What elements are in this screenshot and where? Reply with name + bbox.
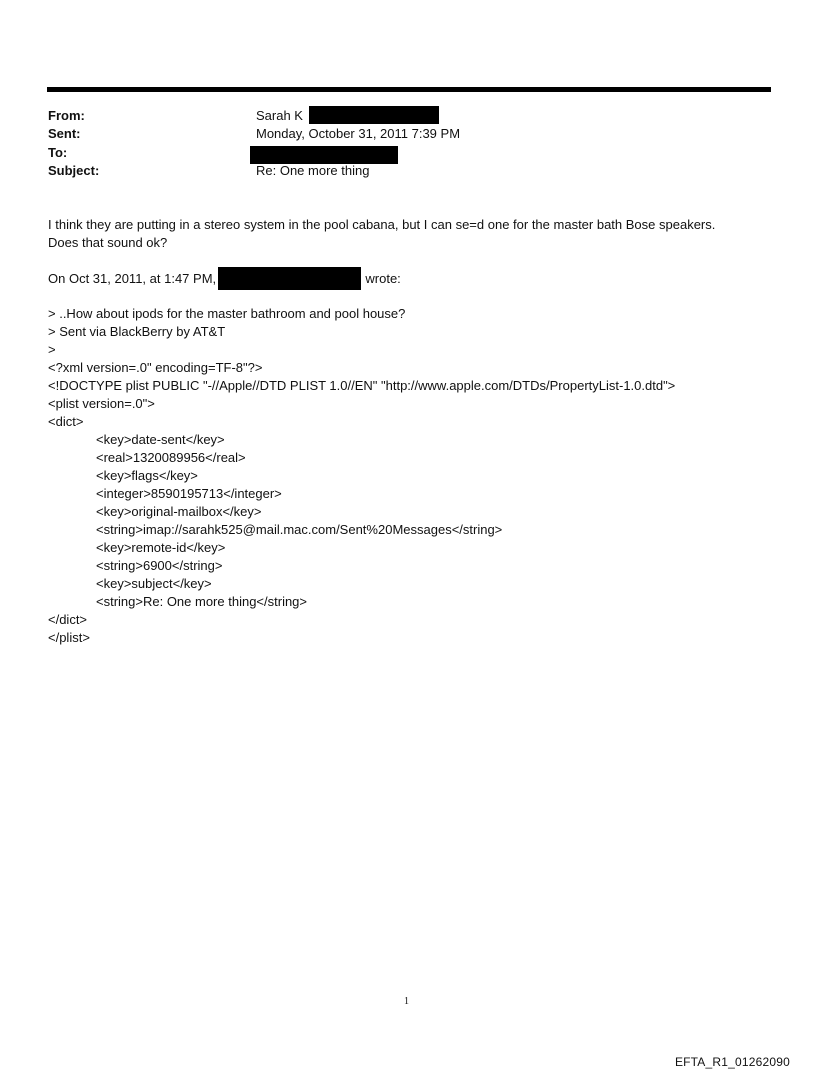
quote-sender-redaction	[218, 267, 361, 290]
plist-entry: <key>flags</key>	[96, 468, 198, 483]
plist-xml-declaration: <?xml version=.0" encoding=TF-8"?>	[48, 360, 263, 375]
message-line-2: Does that sound ok?	[48, 235, 168, 250]
message-line-1: I think they are putting in a stereo system in the pool cabana, but I can se=d one for the master bath Bose speakers.	[48, 217, 716, 232]
quoted-line: >	[48, 342, 56, 357]
sent-value: Monday, October 31, 2011 7:39 PM	[256, 126, 461, 141]
to-redaction	[250, 146, 398, 164]
subject-label: Subject:	[48, 163, 100, 178]
plist-entry: <string>Re: One more thing</string>	[96, 594, 308, 609]
plist-entry: <key>subject</key>	[96, 576, 212, 591]
to-label: To:	[48, 145, 68, 160]
to-value	[250, 145, 398, 163]
dict-open-tag: <dict>	[48, 414, 84, 429]
subject-value: Re: One more thing	[256, 163, 370, 178]
quoted-line: > Sent via BlackBerry by AT&T	[48, 324, 226, 339]
dict-close-tag: </dict>	[48, 612, 88, 627]
quote-intro-prefix: On Oct 31, 2011, at 1:47 PM,	[48, 271, 217, 286]
plist-close-tag: </plist>	[48, 630, 90, 645]
plist-entry: <string>6900</string>	[96, 558, 223, 573]
from-value	[256, 108, 439, 126]
plist-open-tag: <plist version=.0">	[48, 396, 155, 411]
header-rule	[47, 87, 771, 92]
quoted-line: > ..How about ipods for the master bathroom and pool house?	[48, 306, 406, 321]
page-number: 1	[404, 996, 409, 1007]
document-id: EFTA_R1_01262090	[674, 1055, 790, 1069]
plist-entry: <integer>8590195713</integer>	[96, 486, 282, 501]
quote-intro-suffix: wrote:	[365, 271, 401, 286]
plist-doctype: <!DOCTYPE plist PUBLIC "-//Apple//DTD PLIST 1.0//EN" "http://www.apple.com/DTDs/PropertyList-1.0.dtd">	[48, 378, 676, 393]
from-label: From:	[48, 108, 85, 123]
quote-intro	[48, 270, 401, 293]
plist-entry: <string>imap://sarahk525@mail.mac.com/Sent%20Messages</string>	[96, 522, 503, 537]
sent-label: Sent:	[48, 126, 81, 141]
plist-entry: <key>original-mailbox</key>	[96, 504, 262, 519]
plist-entry: <key>date-sent</key>	[96, 432, 225, 447]
plist-entry: <real>1320089956</real>	[96, 450, 246, 465]
from-name: Sarah K	[256, 108, 303, 123]
plist-entry: <key>remote-id</key>	[96, 540, 226, 555]
from-email-redaction	[309, 106, 439, 124]
